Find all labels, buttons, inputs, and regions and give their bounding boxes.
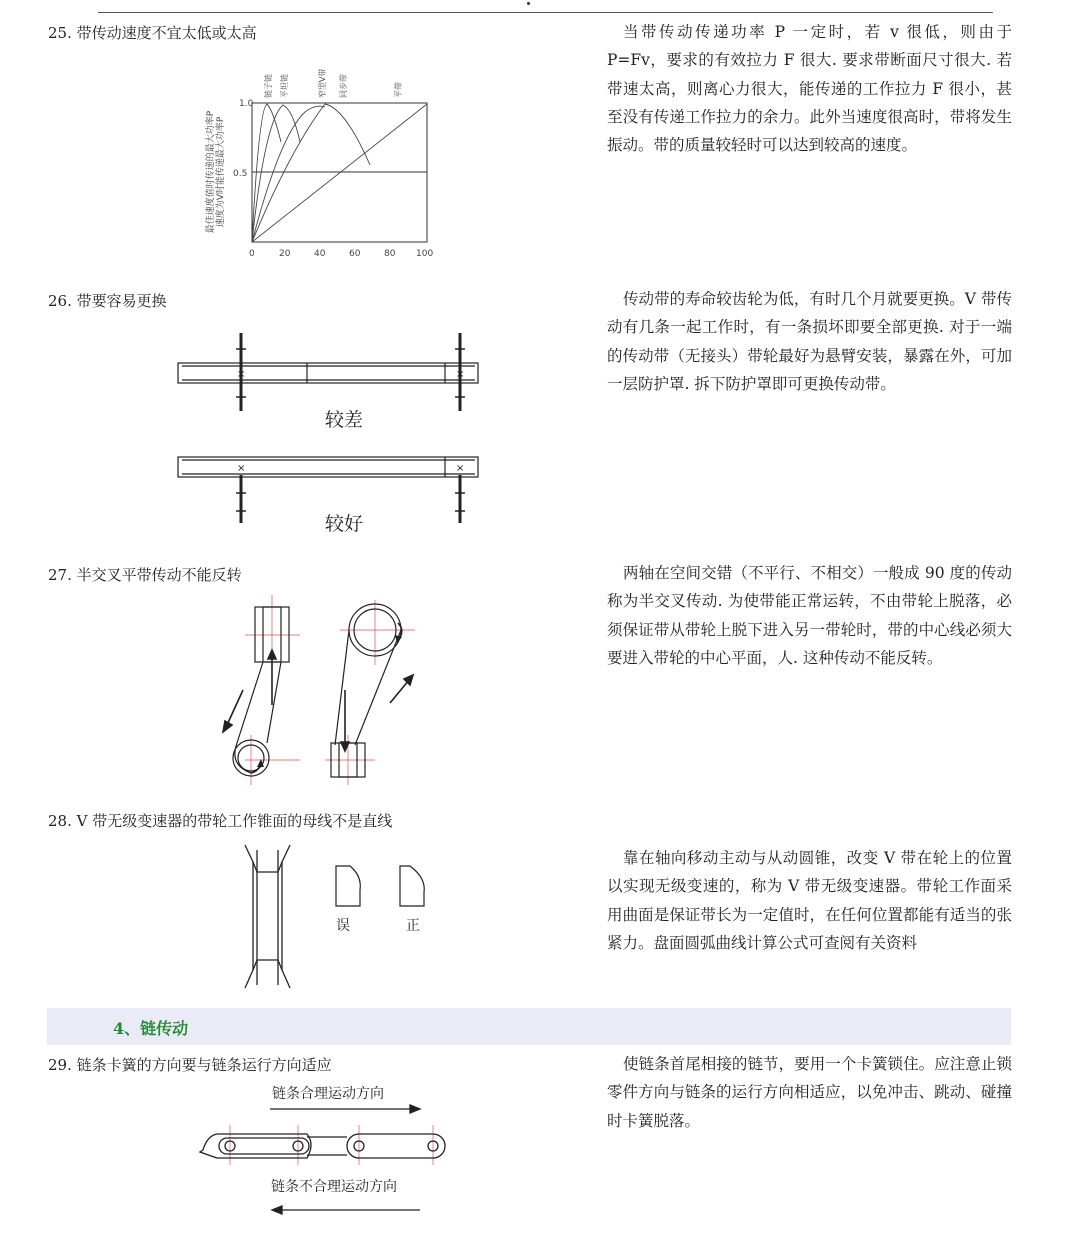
section-title-chain: 4、链传动	[113, 1019, 189, 1038]
ytick-1: 1.0	[239, 99, 254, 109]
xtick-0: 0	[249, 249, 255, 259]
xtick-40: 40	[314, 249, 326, 259]
svg-text:×: ×	[456, 463, 465, 474]
ytick-05: 0.5	[233, 169, 248, 179]
heading-29: 29. 链条卡簧的方向要与链条运行方向适应	[48, 1056, 332, 1074]
heading-28: 28. V 带无级变速器的带轮工作锥面的母线不是直线	[48, 812, 393, 830]
caption-worse: 较差	[325, 409, 364, 431]
svg-text:×: ×	[237, 463, 246, 474]
speed-power-chart	[195, 60, 455, 265]
heading-25: 25. 带传动速度不宜太低或太高	[48, 24, 257, 42]
label-sync-belt: 同步带	[339, 74, 348, 98]
label-right-direction: 链条合理运动方向	[272, 1086, 384, 1102]
top-dot	[527, 2, 530, 5]
xtick-100: 100	[416, 249, 434, 259]
label-right: 正	[406, 918, 420, 934]
label-chain: 链子链	[264, 74, 273, 98]
svg-text:×: ×	[456, 369, 465, 380]
v-belt-variator-figure	[235, 840, 315, 995]
caption-better: 较好	[325, 513, 364, 535]
paragraph-25: 当带传动传递功率 P 一定时，若 v 很低，则由于 P=Fv，要求的有效拉力 F 很大. 要求带断面尺寸很大. 若带速太高，则离心力很大，能传递的工作拉力 F 很小，甚至没有传递工作拉力的余力。此外当速度很高时，带将发生振动。带的质量较轻时可以达到较高的速度。	[607, 23, 1012, 155]
xtick-60: 60	[349, 249, 361, 259]
label-flat-belt: 平带	[394, 82, 403, 98]
paragraph-28: 靠在轴向移动主动与从动圆锥，改变 V 带在轮上的位置以实现无级变速的，称为 V 带无级变速器。带轮工作面采用曲面是保证带长为一定值时，在任何位置都能有适当的张紧力。盘面圆弧曲线计算公式可查阅有关资料	[607, 849, 1012, 952]
section-band-chain	[47, 1008, 1011, 1045]
xtick-20: 20	[279, 249, 291, 259]
heading-27: 27. 半交叉平带传动不能反转	[48, 566, 242, 584]
label-wrong: 误	[336, 918, 350, 934]
ylabel-chart: 最佳速度值时传递的最大功率P	[206, 110, 216, 234]
ylabel2-chart: 速度为V时能传递最大功率P	[216, 116, 226, 228]
label-narrow-vbelt: 窄型V带	[318, 68, 327, 98]
top-rule	[98, 12, 993, 13]
half-cross-belt-figure	[215, 595, 435, 795]
label-wrong-direction: 链条不合理运动方向	[271, 1179, 397, 1195]
paragraph-29: 使链条首尾相接的链节，要用一个卡簧锁住。应注意止锁零件方向与链条的运行方向相适应，以免冲击、跳动、碰撞时卡簧脱落。	[607, 1055, 1012, 1130]
label-flat-chain: 平坦链	[280, 74, 289, 98]
disc-profile-figure	[330, 862, 430, 912]
paragraph-26: 传动带的寿命较齿轮为低，有时几个月就要更换。V 带传动有几条一起工作时，有一条损坏即要全部更换. 对于一端的传动带（无接头）带轮最好为悬臂安装，暴露在外，可加一层防护罩. 拆下防护罩即可更换传动带。	[607, 290, 1012, 393]
heading-26: 26. 带要容易更换	[48, 292, 167, 310]
chain-clip-figure	[195, 1100, 455, 1220]
xtick-80: 80	[384, 249, 396, 259]
svg-text:×: ×	[237, 369, 246, 380]
paragraph-27: 两轴在空间交错（不平行、不相交）一般成 90 度的传动称为半交叉传动. 为使带能正常运转，不由带轮上脱落，必须保证带从带轮上脱下进入另一带轮时，带的中心线必须大要进入带轮的中心平面，人. 这种传动不能反转。	[607, 564, 1012, 667]
